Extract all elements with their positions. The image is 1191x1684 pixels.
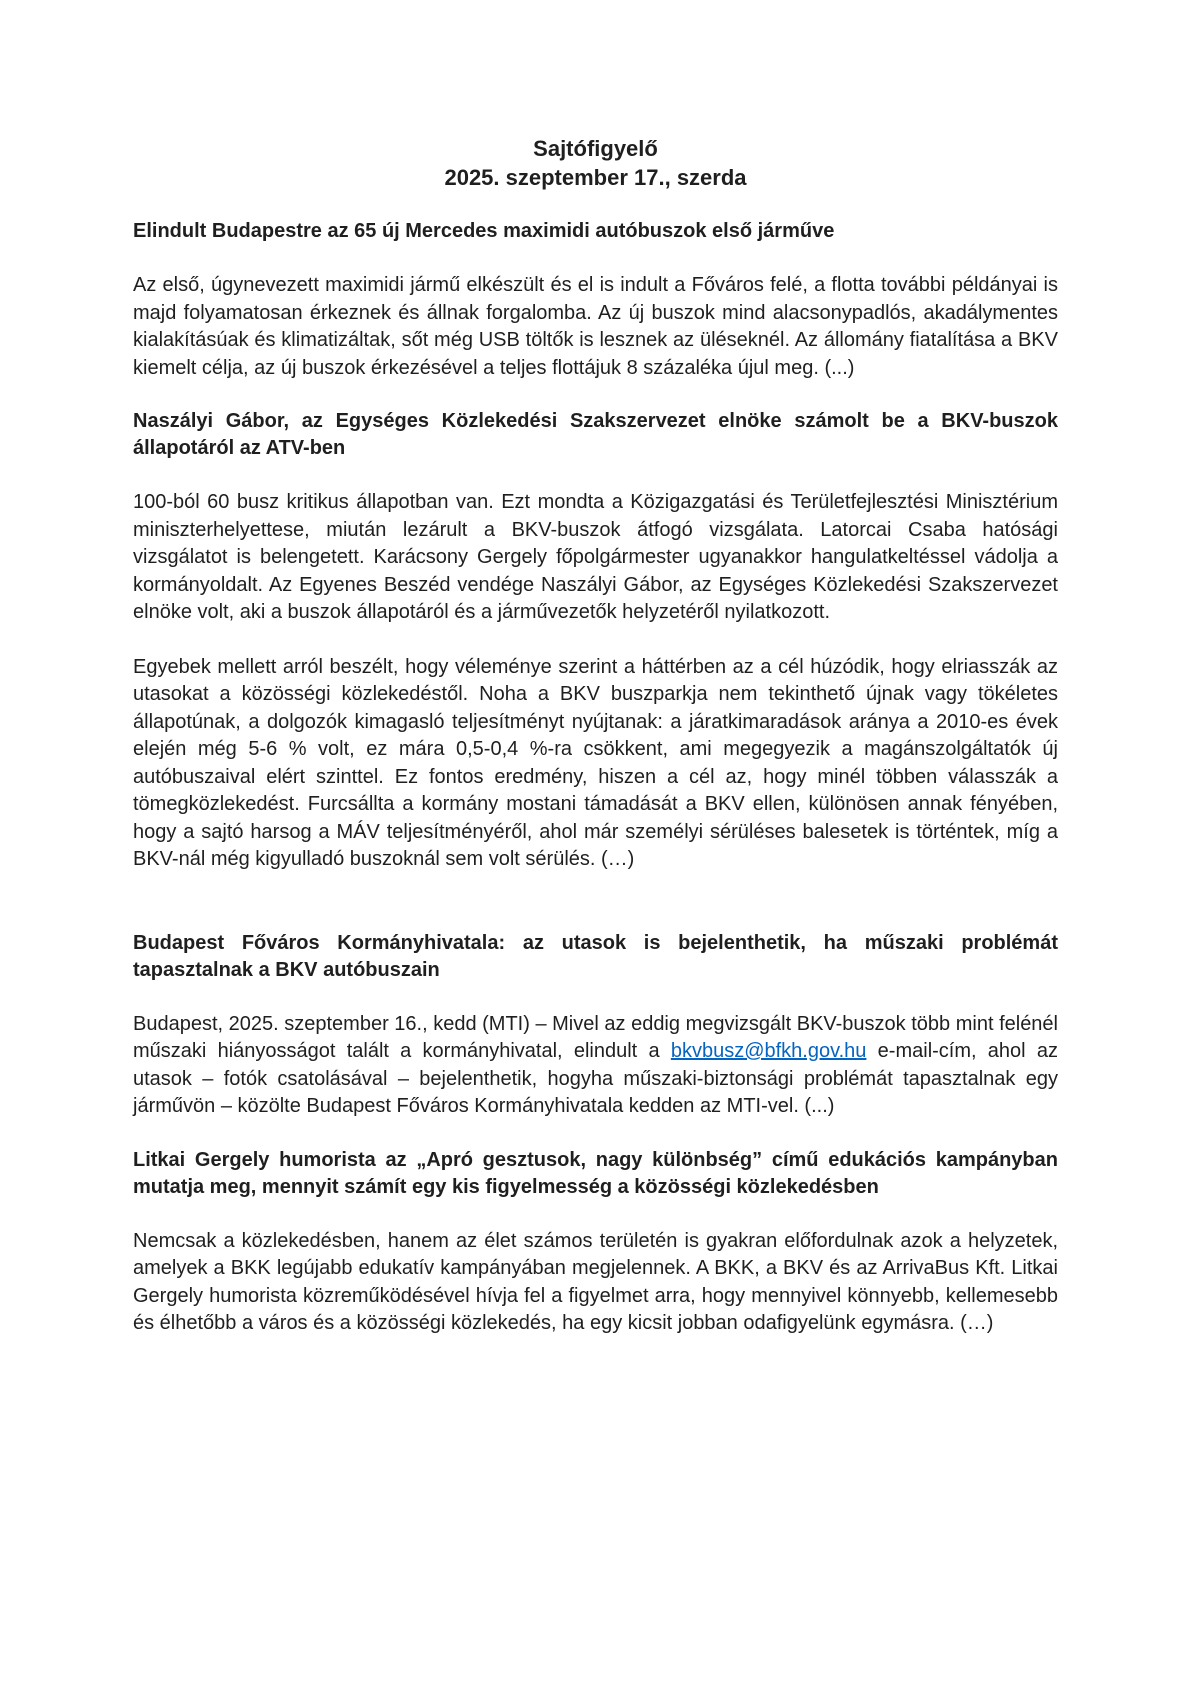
article-kormanyhivatal (133, 930, 1058, 1121)
article-naszalyi-atv (133, 408, 1058, 874)
article-litkai-kampany (133, 1147, 1058, 1338)
document-date: 2025. szeptember 17., szerda (444, 165, 747, 190)
article-heading: Litkai Gergely humorista az „Apró gesztusok, nagy különbség” című edukációs kampányban mutatja meg, mennyit számít egy kis figyelmesség a közösségi közlekedésben (133, 1148, 1058, 1198)
article-heading: Elindult Budapestre az 65 új Mercedes maximidi autóbuszok első járműve (133, 220, 835, 242)
article-mercedes-buses (133, 218, 1058, 382)
paragraph-text-before-link: Budapest, 2025. szeptember 16., kedd (MTI) – Mivel az eddig megvizsgált BKV-buszok több mint felénél műszaki hiányosságot talált a kormányhivatal, elindult a (133, 1012, 1058, 1062)
paragraph-text-after-link: e-mail-cím, ahol az utasok – fotók csatolásával – bejelenthetik, hogyha műszaki-biztonsági problémát tapasztalnak egy járművön – közölte Budapest Főváros Kormányhivatala kedden az MTI-vel. (...) (133, 1040, 1058, 1117)
article-paragraph: Nemcsak a közlekedésben, hanem az élet számos területén is gyakran előfordulnak azok a helyzetek, amelyek a BKK legújabb edukatív kampányában megjelennek. A BKK, a BKV és az ArrivaBus Kft. Litkai Gergely humorista közreműködésével hívja fel a figyelmet arra, hogy mennyivel könnyebb, kellemesebb és élhetőbb a város és a közösségi közlekedés, ha egy kicsit jobban odafigyelünk egymásra. (…) (133, 1229, 1058, 1334)
article-heading: Budapest Főváros Kormányhivatala: az utasok is bejelenthetik, ha műszaki problémát tapasztalnak a BKV autóbuszain (133, 931, 1058, 981)
article-paragraph (133, 1011, 1058, 1121)
email-link[interactable]: bkvbusz@bfkh.gov.hu (670, 1040, 867, 1062)
article-paragraph: 100-ból 60 busz kritikus állapotban van. Ezt mondta a Közigazgatási és Területfejlesztési Minisztérium miniszterhelyettese, miután lezárult a BKV-buszok átfogó vizsgálata. Latorcai Csaba hatósági vizsgálatot is belengetett. Karácsony Gergely főpolgármester ugyanakkor hangulatkeltéssel vádolja a kormányoldalt. Az Egyenes Beszéd vendége Naszályi Gábor, az Egységes Közlekedési Szakszervezet elnöke volt, aki a buszok állapotáról és a járművezetők helyzetéről nyilatkozott. (133, 491, 1058, 623)
article-paragraph: Egyebek mellett arról beszélt, hogy véleménye szerint a háttérben az a cél húzódik, hogy elriasszák az utasokat a közösségi közlekedéstől. Noha a BKV buszparkja nem tekinthető újnak vagy tökéletes állapotúnak, a dolgozók kimagasló teljesítményt nyújtanak: a járatkimaradások aránya a 2010-es évek elején még 5-6 % volt, ez mára 0,5-0,4 %-ra csökkent, ami megegyezik a magánszolgáltatók új autóbuszaival elért szinttel. Ez fontos eredmény, hiszen a cél az, hogy minél többen válasszák a tömegközlekedést. Furcsállta a kormány mostani támadását a BKV ellen, különösen annak fényében, hogy a sajtó harsog a MÁV teljesítményéről, ahol már személyi sérüléses balesetek is történtek, míg a BKV-nál még kigyulladó buszoknál sem volt sérülés. (…) (133, 655, 1058, 870)
document-title: Sajtófigyelő (533, 136, 658, 161)
article-heading: Naszályi Gábor, az Egységes Közlekedési Szakszervezet elnöke számolt be a BKV-buszok állapotáról az ATV-ben (133, 410, 1058, 459)
article-paragraph: Az első, úgynevezett maximidi jármű elkészült és el is indult a Főváros felé, a flotta további példányai is majd folyamatosan érkeznek és állnak forgalomba. Az új buszok mind alacsonypadlós, akadálymentes kialakításúak és klimatizáltak, sőt még USB töltők is lesznek az üléseknél. Az állomány fiatalítása a BKV kiemelt célja, az új buszok érkezésével a teljes flottájuk 8 százaléka újul meg. (...) (133, 274, 1058, 379)
document-title-block (133, 134, 1058, 192)
